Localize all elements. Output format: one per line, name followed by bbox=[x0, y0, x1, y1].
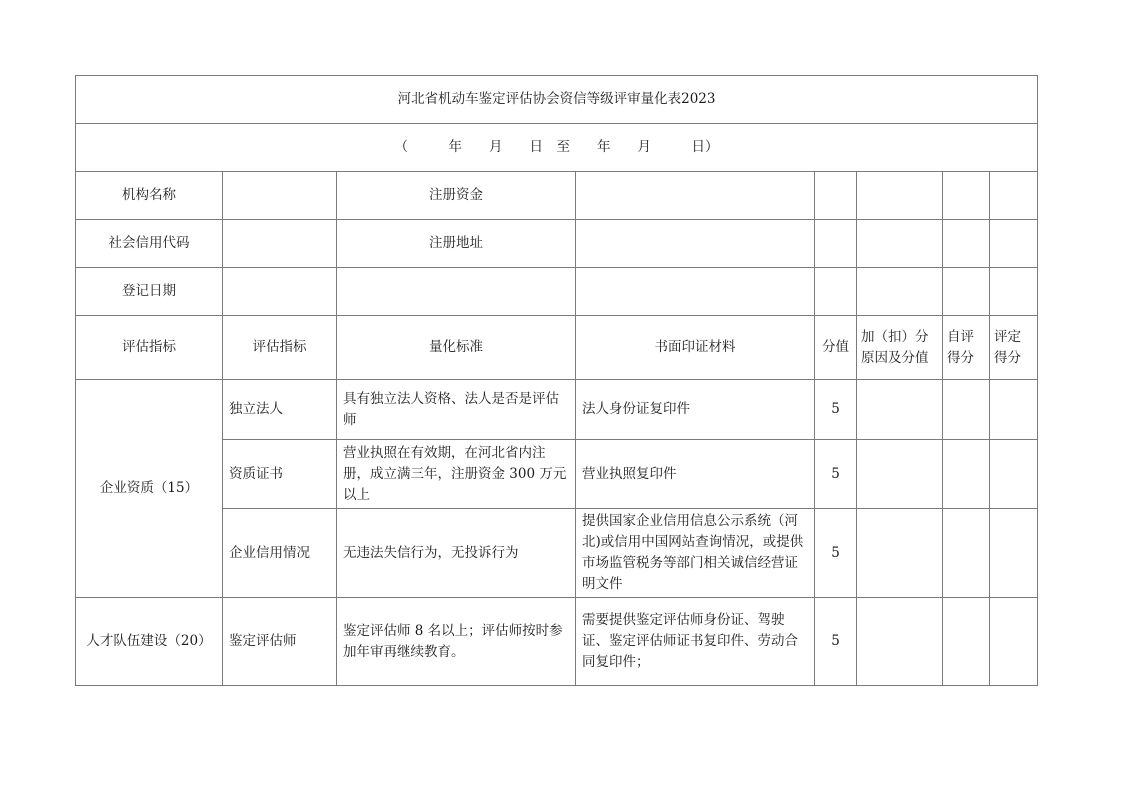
row-criteria: 无违法失信行为，无投诉行为 bbox=[337, 509, 576, 598]
empty-cell bbox=[990, 268, 1038, 316]
row-materials: 法人身份证复印件 bbox=[576, 380, 815, 440]
row-adjust[interactable] bbox=[857, 598, 943, 686]
row-criteria: 鉴定评估师 8 名以上；评估师按时参加年审再继续教育。 bbox=[337, 598, 576, 686]
row-materials: 营业执照复印件 bbox=[576, 440, 815, 509]
credit-code-label: 社会信用代码 bbox=[76, 220, 223, 268]
empty-cell bbox=[857, 220, 943, 268]
empty-cell bbox=[943, 268, 990, 316]
row-score: 5 bbox=[815, 380, 857, 440]
reg-capital-label: 注册资金 bbox=[337, 172, 576, 220]
row-self-score[interactable] bbox=[943, 598, 990, 686]
row-adjust[interactable] bbox=[857, 380, 943, 440]
empty-cell bbox=[815, 172, 857, 220]
empty-cell bbox=[857, 172, 943, 220]
table-title: 河北省机动车鉴定评估协会资信等级评审量化表2023 bbox=[76, 76, 1038, 124]
empty-cell bbox=[990, 220, 1038, 268]
row-final-score[interactable] bbox=[990, 440, 1038, 509]
empty-cell bbox=[943, 172, 990, 220]
reg-address-value[interactable] bbox=[576, 220, 815, 268]
row-score: 5 bbox=[815, 509, 857, 598]
reg-date-label: 登记日期 bbox=[76, 268, 223, 316]
row-self-score[interactable] bbox=[943, 509, 990, 598]
header-score: 分值 bbox=[815, 316, 857, 380]
row-self-score[interactable] bbox=[943, 440, 990, 509]
row-indicator: 鉴定评估师 bbox=[223, 598, 337, 686]
reg-address-label: 注册地址 bbox=[337, 220, 576, 268]
row-criteria: 具有独立法人资格、法人是否是评估师 bbox=[337, 380, 576, 440]
empty-cell bbox=[943, 220, 990, 268]
row-materials: 需要提供鉴定评估师身份证、驾驶证、鉴定评估师证书复印件、劳动合同复印件； bbox=[576, 598, 815, 686]
header-self-score: 自评得分 bbox=[943, 316, 990, 380]
table-row bbox=[76, 380, 1038, 440]
header-adjust: 加（扣）分原因及分值 bbox=[857, 316, 943, 380]
empty-cell bbox=[815, 220, 857, 268]
header-criteria: 量化标准 bbox=[337, 316, 576, 380]
header-indicator-primary: 评估指标 bbox=[76, 316, 223, 380]
row-indicator: 企业信用情况 bbox=[223, 509, 337, 598]
table-row bbox=[76, 598, 1038, 686]
header-final-score: 评定得分 bbox=[990, 316, 1038, 380]
header-materials: 书面印证材料 bbox=[576, 316, 815, 380]
org-name-value[interactable] bbox=[223, 172, 337, 220]
row-criteria: 营业执照在有效期，在河北省内注册，成立满三年，注册资金 300 万元以上 bbox=[337, 440, 576, 509]
reg-date-value[interactable] bbox=[223, 268, 337, 316]
credit-code-value[interactable] bbox=[223, 220, 337, 268]
rating-table bbox=[75, 75, 1038, 686]
row-adjust[interactable] bbox=[857, 440, 943, 509]
evaluation-period: （ 年 月 日 至 年 月 日） bbox=[76, 124, 1038, 172]
group-name: 企业资质（15） bbox=[76, 380, 223, 598]
row-indicator: 资质证书 bbox=[223, 440, 337, 509]
row-score: 5 bbox=[815, 440, 857, 509]
empty-cell bbox=[990, 172, 1038, 220]
group-name: 人才队伍建设（20） bbox=[76, 598, 223, 686]
row-final-score[interactable] bbox=[990, 380, 1038, 440]
row-indicator: 独立法人 bbox=[223, 380, 337, 440]
row-final-score[interactable] bbox=[990, 509, 1038, 598]
empty-cell bbox=[857, 268, 943, 316]
org-name-label: 机构名称 bbox=[76, 172, 223, 220]
header-indicator-secondary: 评估指标 bbox=[223, 316, 337, 380]
empty-cell bbox=[337, 268, 576, 316]
row-self-score[interactable] bbox=[943, 380, 990, 440]
empty-cell bbox=[576, 268, 815, 316]
row-score: 5 bbox=[815, 598, 857, 686]
row-adjust[interactable] bbox=[857, 509, 943, 598]
row-materials: 提供国家企业信用信息公示系统（河北)或信用中国网站查询情况，或提供市场监管税务等部门相关诚信经营证明文件 bbox=[576, 509, 815, 598]
empty-cell bbox=[815, 268, 857, 316]
reg-capital-value[interactable] bbox=[576, 172, 815, 220]
row-final-score[interactable] bbox=[990, 598, 1038, 686]
